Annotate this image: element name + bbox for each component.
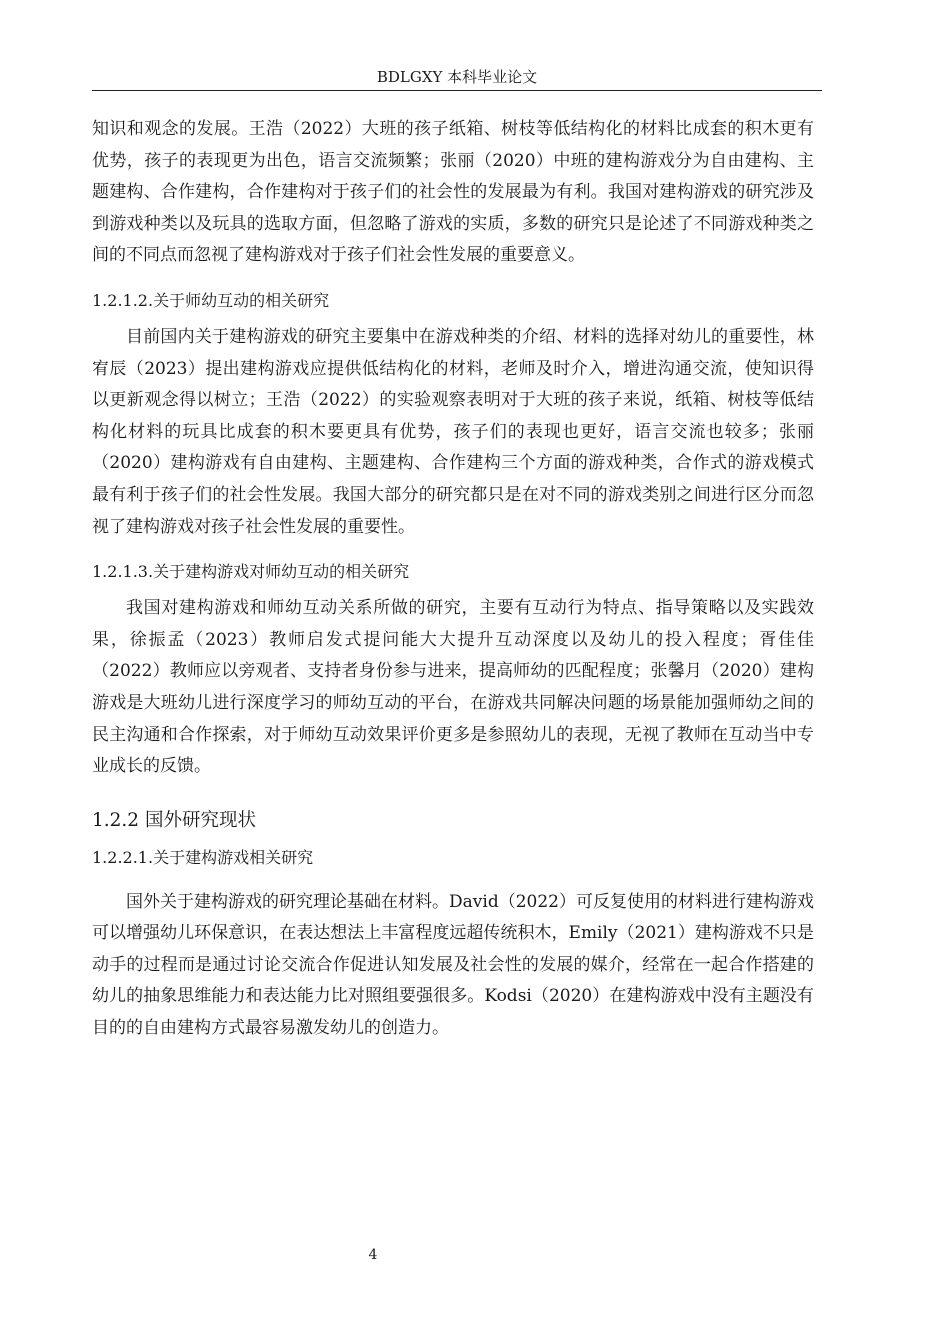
heading-1-2-1-3: 1.2.1.3.关于建构游戏对师幼互动的相关研究	[92, 562, 410, 582]
paragraph-domestic-construction-play-cont: 知识和观念的发展。王浩（2022）大班的孩子纸箱、树枝等低结构化的材料比成套的积木更有优势，孩子的表现更为出色，语言交流频繁；张丽（2020）中班的建构游戏分为自由建构、主题建构、合作建构，合作建构对于孩子们的社会性的发展最为有利。我国对建构游戏的研究涉及到游戏种类以及玩具的选取方面，但忽略了游戏的实质，多数的研究只是论述了不同游戏种类之间的不同点而忽视了建构游戏对于孩子们社会性发展的重要意义。	[92, 119, 814, 266]
paragraph-construction-play-interaction: 我国对建构游戏和师幼互动关系所做的研究，主要有互动行为特点、指导策略以及实践效果，徐振孟（2023）教师启发式提问能大大提升互动深度以及幼儿的投入程度；胥佳佳（2022）教师应以旁观者、支持者身份参与进来，提高师幼的匹配程度；张馨月（2020）建构游戏是大班幼儿进行深度学习的师幼互动的平台，在游戏共同解决问题的场景能加强师幼之间的民主沟通和合作探索，对于师幼互动效果评价更多是参照幼儿的表现，无视了教师在互动当中专业成长的反馈。	[92, 598, 814, 777]
paragraph-foreign-construction-play: 国外关于建构游戏的研究理论基础在材料。David（2022）可反复使用的材料进行建构游戏可以增强幼儿环保意识，在表达想法上丰富程度远超传统积木，Emily（2021）建构游戏不只是动手的过程而是通过讨论交流合作促进认知发展及社会性的发展的媒介，经常在一起合作搭建的幼儿的抽象思维能力和表达能力比对照组要强很多。Kodsi（2020）在建构游戏中没有主题没有目的的自由建构方式最容易激发幼儿的创造力。	[92, 891, 814, 1039]
heading-1-2-2-1: 1.2.2.1.关于建构游戏相关研究	[92, 847, 314, 867]
page-footer	[0, 1246, 950, 1264]
heading-1-2-2: 1.2.2 国外研究现状	[92, 809, 256, 831]
paragraph-teacher-child-interaction: 目前国内关于建构游戏的研究主要集中在游戏种类的介绍、材料的选择对幼儿的重要性，林宥辰（2023）提出建构游戏应提供低结构化的材料，老师及时介入，增进沟通交流，使知识得以更新观念得以树立；王浩（2022）的实验观察表明对于大班的孩子来说，纸箱、树枝等低结构化材料的玩具比成套的积木要更具有优势，孩子们的表现也更好，语言交流也较多；张丽（2020）建构游戏有自由建构、主题建构、合作建构三个方面的游戏种类，合作式的游戏模式最有利于孩子们的社会性发展。我国大部分的研究都只是在对不同的游戏类别之间进行区分而忽视了建构游戏对孩子社会性发展的重要性。	[92, 326, 814, 537]
running-header	[92, 66, 822, 91]
heading-1-2-1-2: 1.2.1.2.关于师幼互动的相关研究	[92, 290, 330, 310]
body-content	[92, 114, 814, 1045]
header-title: BDLGXY 本科毕业论文	[376, 68, 538, 86]
page-number: 4	[368, 1247, 378, 1263]
